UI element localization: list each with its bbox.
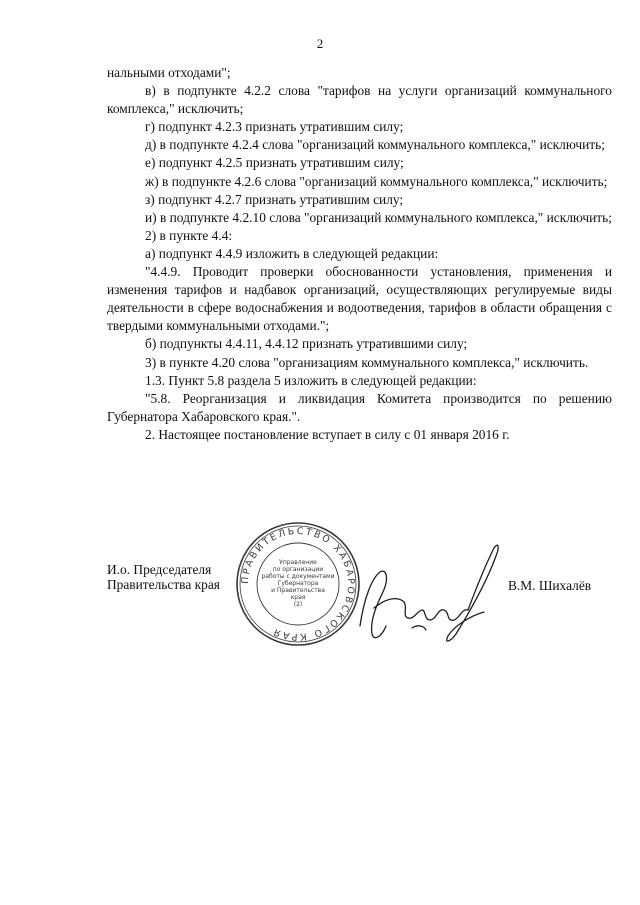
stamp-center-line-3: работы с документами (261, 573, 335, 580)
paragraph-9: 2) в пункте 4.4: (145, 227, 233, 243)
paragraph-10: а) подпункт 4.4.9 изложить в следующей редакции: (145, 245, 439, 261)
paragraph-8: и) в подпункте 4.2.10 слова "организаций коммунального комплекса," исключить; (145, 209, 612, 225)
paragraph-15: "5.8. Реорганизация и ликвидация Комитета производится по решению Губернатора Хабаровского края.". (107, 390, 612, 424)
paragraph-1: нальными отходами"; (107, 65, 231, 80)
paragraph-7: з) подпункт 4.2.7 признать утратившим силу; (145, 191, 404, 207)
signatory-title-line-1: И.о. Председателя (107, 562, 212, 577)
stamp-center-line-7: (2) (293, 601, 303, 608)
paragraph-4: д) в подпункте 4.2.4 слова "организаций коммунального комплекса," исключить; (145, 137, 605, 153)
page-number: 2 (316, 36, 324, 51)
handwritten-signature (352, 538, 502, 648)
stamp-center-line-6: края (290, 594, 306, 601)
signatory-title-line-2: Правительства края (107, 577, 220, 592)
paragraph-6: ж) в подпункте 4.2.6 слова "организаций коммунального комплекса," исключить; (145, 173, 608, 189)
paragraph-16: 2. Настоящее постановление вступает в силу с 01 января 2016 г. (145, 426, 510, 442)
signatory-title (107, 562, 220, 592)
stamp-center-line-1: Управление (279, 559, 317, 566)
stamp-ring-text: ПРАВИТЕЛЬСТВО ХАБАРОВСКОГО КРАЯ (239, 525, 357, 643)
signatory-name: В.М. Шихалёв (508, 578, 592, 593)
paragraph-14: 1.3. Пункт 5.8 раздела 5 изложить в следующей редакции: (145, 372, 477, 388)
stamp-center-line-2: по организации (272, 566, 324, 573)
stamp-center-line-5: и Правительства (271, 587, 325, 594)
document-body (107, 64, 612, 444)
paragraph-13: 3) в пункте 4.20 слова "организациям коммунального комплекса," исключить. (145, 354, 589, 370)
paragraph-12: б) подпункты 4.4.11, 4.4.12 признать утратившими силу; (145, 336, 468, 352)
paragraph-2: в) в подпункте 4.2.2 слова "тарифов на услуги организаций коммунального комплекса," исключить; (107, 83, 612, 117)
paragraph-11: "4.4.9. Проводит проверки обоснованности установления, применения и изменения тарифов и надбавок организаций, осуществляющих регулируемые виды деятельности в сфере водоснабжения и водоотведения, тарифов в области обращения с твердыми коммунальными отходами."; (107, 264, 612, 334)
stamp-center-line-4: Губернатора (277, 580, 319, 587)
paragraph-5: е) подпункт 4.2.5 признать утратившим силу; (145, 155, 404, 171)
official-stamp (234, 520, 362, 648)
paragraph-3: г) подпункт 4.2.3 признать утратившим силу; (145, 119, 404, 135)
